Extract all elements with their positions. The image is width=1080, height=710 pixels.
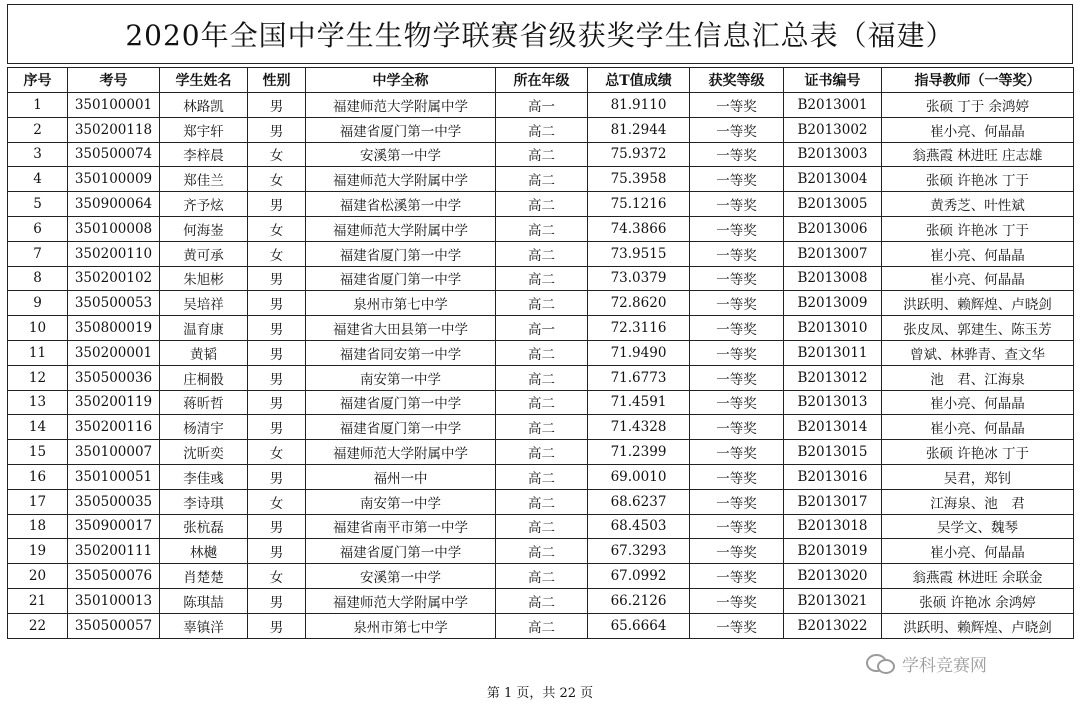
- cell-school: 福建省大田县第一中学: [306, 316, 496, 341]
- table-body: [8, 93, 1074, 639]
- cell-score: 67.0992: [588, 564, 690, 589]
- cell-student-name: 李佳彧: [160, 464, 248, 489]
- cell-certificate: B2013003: [784, 142, 882, 167]
- cell-gender: 男: [248, 93, 306, 118]
- cell-grade: 高二: [496, 291, 588, 316]
- cell-exam-no: 350900064: [68, 192, 160, 217]
- table-header-row: [8, 68, 1074, 93]
- cell-gender: 男: [248, 539, 306, 564]
- cell-student-name: 辜镇洋: [160, 613, 248, 638]
- cell-gender: 女: [248, 440, 306, 465]
- cell-certificate: B2013010: [784, 316, 882, 341]
- col-header-teacher: 指导教师（一等奖）: [882, 68, 1074, 93]
- cell-school: 福建省同安第一中学: [306, 340, 496, 365]
- cell-teacher: 吴君，郑钊: [882, 464, 1074, 489]
- table-row: [8, 588, 1074, 613]
- cell-score: 72.8620: [588, 291, 690, 316]
- cell-index: 3: [8, 142, 68, 167]
- cell-index: 21: [8, 588, 68, 613]
- cell-gender: 男: [248, 588, 306, 613]
- cell-teacher: 崔小亮、何晶晶: [882, 539, 1074, 564]
- cell-score: 71.4328: [588, 415, 690, 440]
- cell-grade: 高二: [496, 539, 588, 564]
- cell-award: 一等奖: [690, 613, 784, 638]
- cell-exam-no: 350500057: [68, 613, 160, 638]
- table-row: [8, 365, 1074, 390]
- cell-score: 71.4591: [588, 390, 690, 415]
- cell-grade: 高二: [496, 216, 588, 241]
- cell-exam-no: 350100051: [68, 464, 160, 489]
- cell-award: 一等奖: [690, 266, 784, 291]
- cell-certificate: B2013020: [784, 564, 882, 589]
- col-header-grade: 所在年级: [496, 68, 588, 93]
- cell-gender: 女: [248, 142, 306, 167]
- cell-student-name: 陈琪喆: [160, 588, 248, 613]
- cell-award: 一等奖: [690, 117, 784, 142]
- cell-student-name: 林路凯: [160, 93, 248, 118]
- cell-school: 泉州市第七中学: [306, 291, 496, 316]
- cell-award: 一等奖: [690, 415, 784, 440]
- cell-student-name: 温育康: [160, 316, 248, 341]
- cell-index: 9: [8, 291, 68, 316]
- cell-student-name: 杨清宇: [160, 415, 248, 440]
- cell-certificate: B2013011: [784, 340, 882, 365]
- cell-student-name: 张杭磊: [160, 514, 248, 539]
- cell-gender: 女: [248, 216, 306, 241]
- cell-grade: 高二: [496, 613, 588, 638]
- cell-gender: 女: [248, 167, 306, 192]
- cell-score: 72.3116: [588, 316, 690, 341]
- cell-exam-no: 350500076: [68, 564, 160, 589]
- cell-school: 福建师范大学附属中学: [306, 588, 496, 613]
- cell-certificate: B2013013: [784, 390, 882, 415]
- cell-teacher: 崔小亮、何晶晶: [882, 415, 1074, 440]
- cell-student-name: 郑宇轩: [160, 117, 248, 142]
- cell-student-name: 朱旭彬: [160, 266, 248, 291]
- cell-student-name: 林樾: [160, 539, 248, 564]
- cell-school: 南安第一中学: [306, 489, 496, 514]
- col-header-exam-no: 考号: [68, 68, 160, 93]
- cell-award: 一等奖: [690, 564, 784, 589]
- cell-gender: 男: [248, 514, 306, 539]
- page-footer: 第 1 页，共 22 页: [486, 686, 594, 701]
- cell-award: 一等奖: [690, 167, 784, 192]
- cell-school: 福建省厦门第一中学: [306, 415, 496, 440]
- cell-gender: 女: [248, 241, 306, 266]
- cell-score: 71.6773: [588, 365, 690, 390]
- cell-score: 75.3958: [588, 167, 690, 192]
- cell-teacher: 崔小亮、何晶晶: [882, 241, 1074, 266]
- table-row: [8, 291, 1074, 316]
- cell-certificate: B2013005: [784, 192, 882, 217]
- cell-award: 一等奖: [690, 192, 784, 217]
- cell-gender: 男: [248, 464, 306, 489]
- table-row: [8, 167, 1074, 192]
- table-row: [8, 464, 1074, 489]
- cell-index: 7: [8, 241, 68, 266]
- cell-score: 71.9490: [588, 340, 690, 365]
- cell-school: 福建省厦门第一中学: [306, 241, 496, 266]
- cell-teacher: 洪跃明、赖辉煌、卢晓剑: [882, 291, 1074, 316]
- cell-gender: 男: [248, 117, 306, 142]
- cell-exam-no: 350100009: [68, 167, 160, 192]
- cell-award: 一等奖: [690, 390, 784, 415]
- col-header-school: 中学全称: [306, 68, 496, 93]
- cell-gender: 男: [248, 340, 306, 365]
- cell-award: 一等奖: [690, 588, 784, 613]
- cell-award: 一等奖: [690, 464, 784, 489]
- cell-score: 71.2399: [588, 440, 690, 465]
- cell-teacher: 江海泉、池 君: [882, 489, 1074, 514]
- award-sheet: [7, 4, 1073, 639]
- cell-score: 69.0010: [588, 464, 690, 489]
- cell-exam-no: 350100013: [68, 588, 160, 613]
- cell-index: 8: [8, 266, 68, 291]
- cell-teacher: 吴学文、魏琴: [882, 514, 1074, 539]
- cell-gender: 男: [248, 613, 306, 638]
- cell-gender: 女: [248, 564, 306, 589]
- col-header-index: 序号: [8, 68, 68, 93]
- cell-teacher: 张硕 许艳冰 丁于: [882, 440, 1074, 465]
- cell-teacher: 池 君、江海泉: [882, 365, 1074, 390]
- cell-certificate: B2013009: [784, 291, 882, 316]
- cell-teacher: 崔小亮、何晶晶: [882, 266, 1074, 291]
- cell-grade: 高二: [496, 142, 588, 167]
- cell-index: 6: [8, 216, 68, 241]
- cell-school: 福州一中: [306, 464, 496, 489]
- cell-student-name: 黄可承: [160, 241, 248, 266]
- cell-score: 65.6664: [588, 613, 690, 638]
- table-row: [8, 440, 1074, 465]
- cell-score: 67.3293: [588, 539, 690, 564]
- col-header-gender: 性别: [248, 68, 306, 93]
- cell-school: 福建省厦门第一中学: [306, 539, 496, 564]
- cell-student-name: 庄桐骰: [160, 365, 248, 390]
- cell-exam-no: 350200110: [68, 241, 160, 266]
- cell-index: 2: [8, 117, 68, 142]
- cell-gender: 男: [248, 415, 306, 440]
- cell-grade: 高二: [496, 564, 588, 589]
- cell-award: 一等奖: [690, 489, 784, 514]
- cell-certificate: B2013012: [784, 365, 882, 390]
- cell-teacher: 崔小亮、何晶晶: [882, 390, 1074, 415]
- cell-award: 一等奖: [690, 440, 784, 465]
- cell-grade: 高二: [496, 266, 588, 291]
- cell-certificate: B2013004: [784, 167, 882, 192]
- table-row: [8, 316, 1074, 341]
- cell-index: 17: [8, 489, 68, 514]
- cell-certificate: B2013022: [784, 613, 882, 638]
- table-row: [8, 340, 1074, 365]
- cell-index: 12: [8, 365, 68, 390]
- cell-grade: 高一: [496, 316, 588, 341]
- cell-index: 5: [8, 192, 68, 217]
- cell-exam-no: 350500035: [68, 489, 160, 514]
- cell-gender: 男: [248, 291, 306, 316]
- award-table: [7, 67, 1074, 639]
- cell-score: 73.0379: [588, 266, 690, 291]
- cell-exam-no: 350200102: [68, 266, 160, 291]
- cell-certificate: B2013014: [784, 415, 882, 440]
- watermark-text: 学科竞赛网: [902, 655, 987, 676]
- cell-index: 13: [8, 390, 68, 415]
- table-row: [8, 216, 1074, 241]
- table-row: [8, 564, 1074, 589]
- cell-index: 1: [8, 93, 68, 118]
- cell-exam-no: 350500053: [68, 291, 160, 316]
- cell-exam-no: 350900017: [68, 514, 160, 539]
- cell-index: 19: [8, 539, 68, 564]
- watermark: [866, 648, 987, 678]
- table-row: [8, 514, 1074, 539]
- cell-index: 15: [8, 440, 68, 465]
- cell-gender: 男: [248, 266, 306, 291]
- table-row: [8, 539, 1074, 564]
- cell-teacher: 崔小亮、何晶晶: [882, 117, 1074, 142]
- col-header-student-name: 学生姓名: [160, 68, 248, 93]
- table-row: [8, 266, 1074, 291]
- cell-index: 20: [8, 564, 68, 589]
- cell-award: 一等奖: [690, 291, 784, 316]
- cell-certificate: B2013017: [784, 489, 882, 514]
- cell-award: 一等奖: [690, 316, 784, 341]
- cell-teacher: 张硕 许艳冰 丁于: [882, 167, 1074, 192]
- cell-index: 11: [8, 340, 68, 365]
- cell-certificate: B2013001: [784, 93, 882, 118]
- table-row: [8, 117, 1074, 142]
- cell-teacher: 张皮凤、郭建生、陈玉芳: [882, 316, 1074, 341]
- cell-award: 一等奖: [690, 216, 784, 241]
- cell-score: 81.2944: [588, 117, 690, 142]
- cell-exam-no: 350100007: [68, 440, 160, 465]
- cell-grade: 高二: [496, 167, 588, 192]
- cell-award: 一等奖: [690, 539, 784, 564]
- cell-grade: 高一: [496, 93, 588, 118]
- cell-school: 福建省松溪第一中学: [306, 192, 496, 217]
- cell-index: 10: [8, 316, 68, 341]
- cell-school: 泉州市第七中学: [306, 613, 496, 638]
- cell-gender: 男: [248, 192, 306, 217]
- cell-score: 75.9372: [588, 142, 690, 167]
- cell-certificate: B2013007: [784, 241, 882, 266]
- cell-student-name: 郑佳兰: [160, 167, 248, 192]
- table-row: [8, 192, 1074, 217]
- cell-score: 81.9110: [588, 93, 690, 118]
- col-header-certificate: 证书编号: [784, 68, 882, 93]
- cell-exam-no: 350500036: [68, 365, 160, 390]
- cell-exam-no: 350100008: [68, 216, 160, 241]
- table-row: [8, 613, 1074, 638]
- table-row: [8, 93, 1074, 118]
- table-row: [8, 241, 1074, 266]
- cell-index: 18: [8, 514, 68, 539]
- cell-certificate: B2013015: [784, 440, 882, 465]
- cell-score: 68.4503: [588, 514, 690, 539]
- cell-grade: 高二: [496, 390, 588, 415]
- cell-school: 南安第一中学: [306, 365, 496, 390]
- cell-score: 68.6237: [588, 489, 690, 514]
- cell-student-name: 黄韬: [160, 340, 248, 365]
- cell-student-name: 齐予炫: [160, 192, 248, 217]
- cell-award: 一等奖: [690, 340, 784, 365]
- cell-certificate: B2013018: [784, 514, 882, 539]
- cell-exam-no: 350200116: [68, 415, 160, 440]
- table-row: [8, 390, 1074, 415]
- cell-score: 73.9515: [588, 241, 690, 266]
- cell-certificate: B2013019: [784, 539, 882, 564]
- cell-school: 福建省厦门第一中学: [306, 266, 496, 291]
- cell-teacher: 曾斌、林骅青、查文华: [882, 340, 1074, 365]
- cell-score: 74.3866: [588, 216, 690, 241]
- cell-teacher: 黄秀芝、叶性斌: [882, 192, 1074, 217]
- wechat-icon: [866, 652, 896, 674]
- cell-teacher: 张硕 许艳冰 丁于: [882, 216, 1074, 241]
- cell-exam-no: 350200119: [68, 390, 160, 415]
- cell-school: 福建师范大学附属中学: [306, 167, 496, 192]
- cell-grade: 高二: [496, 365, 588, 390]
- cell-certificate: B2013006: [784, 216, 882, 241]
- cell-teacher: 洪跃明、赖辉煌、卢晓剑: [882, 613, 1074, 638]
- cell-school: 安溪第一中学: [306, 564, 496, 589]
- cell-grade: 高二: [496, 340, 588, 365]
- cell-grade: 高二: [496, 415, 588, 440]
- cell-award: 一等奖: [690, 514, 784, 539]
- table-row: [8, 415, 1074, 440]
- cell-teacher: 张硕 丁于 余鸿婷: [882, 93, 1074, 118]
- cell-exam-no: 350200111: [68, 539, 160, 564]
- cell-exam-no: 350200118: [68, 117, 160, 142]
- cell-teacher: 翁燕霞 林进旺 庄志雄: [882, 142, 1074, 167]
- table-row: [8, 142, 1074, 167]
- cell-score: 66.2126: [588, 588, 690, 613]
- cell-school: 福建师范大学附属中学: [306, 216, 496, 241]
- cell-teacher: 张硕 许艳冰 余鸿婷: [882, 588, 1074, 613]
- cell-student-name: 李梓晨: [160, 142, 248, 167]
- cell-award: 一等奖: [690, 142, 784, 167]
- cell-school: 福建省厦门第一中学: [306, 117, 496, 142]
- cell-gender: 女: [248, 489, 306, 514]
- cell-grade: 高二: [496, 489, 588, 514]
- cell-exam-no: 350200001: [68, 340, 160, 365]
- cell-student-name: 沈昕奕: [160, 440, 248, 465]
- cell-student-name: 肖楚楚: [160, 564, 248, 589]
- cell-grade: 高二: [496, 117, 588, 142]
- cell-student-name: 李诗琪: [160, 489, 248, 514]
- cell-award: 一等奖: [690, 93, 784, 118]
- cell-index: 14: [8, 415, 68, 440]
- cell-certificate: B2013002: [784, 117, 882, 142]
- cell-gender: 男: [248, 365, 306, 390]
- table-row: [8, 489, 1074, 514]
- cell-index: 4: [8, 167, 68, 192]
- cell-teacher: 翁燕霞 林进旺 余联金: [882, 564, 1074, 589]
- cell-grade: 高二: [496, 241, 588, 266]
- cell-grade: 高二: [496, 588, 588, 613]
- cell-grade: 高二: [496, 464, 588, 489]
- cell-certificate: B2013008: [784, 266, 882, 291]
- cell-student-name: 何海崟: [160, 216, 248, 241]
- col-header-score: 总T值成绩: [588, 68, 690, 93]
- cell-school: 福建省南平市第一中学: [306, 514, 496, 539]
- cell-certificate: B2013021: [784, 588, 882, 613]
- cell-index: 16: [8, 464, 68, 489]
- cell-index: 22: [8, 613, 68, 638]
- cell-gender: 男: [248, 390, 306, 415]
- cell-exam-no: 350500074: [68, 142, 160, 167]
- col-header-award: 获奖等级: [690, 68, 784, 93]
- cell-school: 安溪第一中学: [306, 142, 496, 167]
- cell-grade: 高二: [496, 192, 588, 217]
- cell-gender: 男: [248, 316, 306, 341]
- cell-exam-no: 350100001: [68, 93, 160, 118]
- cell-student-name: 吴培祥: [160, 291, 248, 316]
- cell-school: 福建师范大学附属中学: [306, 440, 496, 465]
- cell-grade: 高二: [496, 514, 588, 539]
- cell-award: 一等奖: [690, 365, 784, 390]
- cell-score: 75.1216: [588, 192, 690, 217]
- cell-student-name: 蒋昕哲: [160, 390, 248, 415]
- cell-school: 福建省厦门第一中学: [306, 390, 496, 415]
- cell-school: 福建师范大学附属中学: [306, 93, 496, 118]
- sheet-title: 2020年全国中学生生物学联赛省级获奖学生信息汇总表（福建）: [7, 4, 1073, 64]
- cell-award: 一等奖: [690, 241, 784, 266]
- cell-grade: 高二: [496, 440, 588, 465]
- cell-exam-no: 350800019: [68, 316, 160, 341]
- cell-certificate: B2013016: [784, 464, 882, 489]
